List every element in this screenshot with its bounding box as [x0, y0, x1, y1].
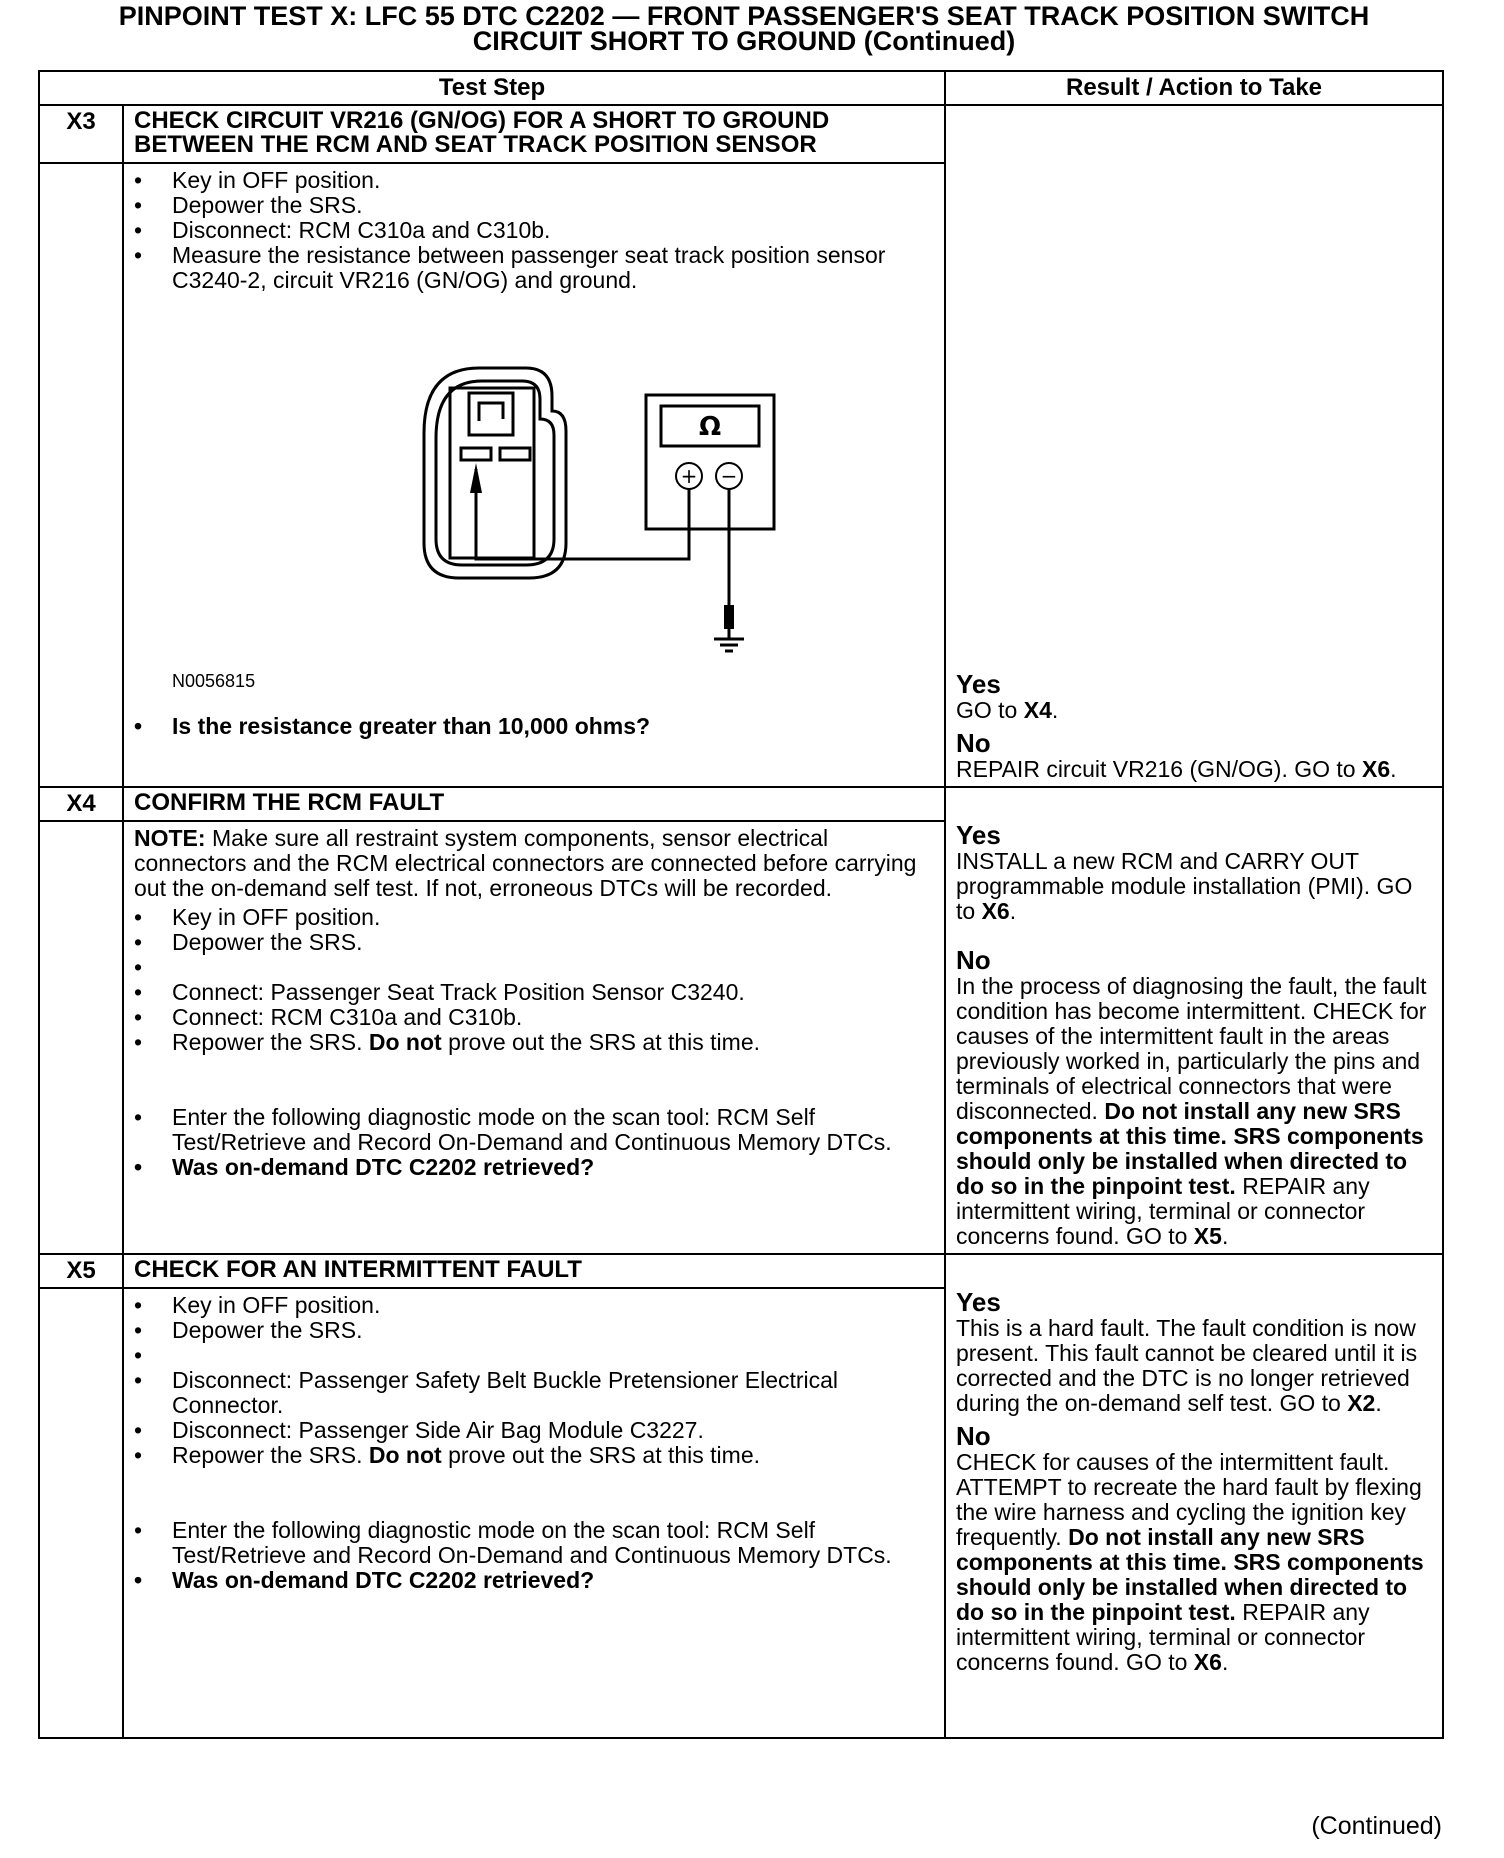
step-x4-bullet-1: • Key in OFF position. [134, 905, 934, 930]
step-x3-bullet-4: • Measure the resistance between passenger seat track position sensor C3240-2, circuit VR216 (GN/OG) and ground. [134, 243, 934, 293]
ground-probe-icon [724, 605, 734, 629]
result-x3-no-end: . [1390, 756, 1397, 782]
result-x3-yes-label: Yes [956, 669, 1001, 699]
step-x3-bullet-1: • Key in OFF position. [134, 168, 934, 193]
minus-terminal-label: − [720, 464, 738, 488]
step-x3-content [123, 163, 945, 787]
result-x5-spacer [945, 1254, 1443, 1288]
result-x4-yes-text [956, 849, 1432, 924]
step-x5-bullets-2 [134, 1518, 934, 1593]
result-x4-no-text [956, 974, 1432, 1249]
step-x3-question-list [134, 714, 934, 739]
step-x3-id-spacer [39, 163, 123, 787]
result-x4-no-bold: Do not install any new SRS components at this time. SRS components should only be installed when directed to do so in the pinpoint test. [956, 1098, 1424, 1199]
result-x3-no-goto: X6 [1362, 756, 1391, 782]
result-x5-yes-goto: X2 [1347, 1390, 1376, 1416]
result-x4-yes-label: Yes [956, 820, 1001, 850]
result-x5-no-label: No [956, 1421, 991, 1451]
step-x5-content [123, 1288, 945, 1738]
step-x4-title-row [39, 787, 1443, 821]
step-title-x3-line2: BETWEEN THE RCM AND SEAT TRACK POSITION SENSOR [134, 131, 817, 158]
step-x4-note-label: NOTE: [134, 825, 206, 851]
result-x5-yes-text [956, 1316, 1432, 1416]
probe-tip-icon [470, 463, 482, 493]
table-header-row [39, 71, 1443, 105]
step-x4-bullets [134, 905, 934, 1055]
result-x4 [945, 821, 1443, 1254]
step-title-x3-line1: CHECK CIRCUIT VR216 (GN/OG) FOR A SHORT TO GROUND [134, 107, 830, 134]
step-x4-gap-2 [134, 1055, 934, 1105]
result-x5-yes-label: Yes [956, 1287, 1001, 1317]
step-x3-title-row [39, 105, 1443, 163]
continued-note: (Continued) [1311, 1812, 1442, 1840]
result-x5-no-text [956, 1450, 1432, 1675]
step-title-x3 [123, 105, 945, 163]
result-x5-no-bold: Do not install any new SRS components at this time. SRS components should only be installed when directed to do so in the pinpoint test. [956, 1524, 1424, 1625]
header-result: Result / Action to Take [945, 71, 1443, 105]
step-x5-bullet-2: • Depower the SRS. [134, 1318, 934, 1343]
ohm-symbol: Ω [698, 412, 722, 442]
step-x5-bullet-1: • Key in OFF position. [134, 1293, 934, 1318]
title-line-2: CIRCUIT SHORT TO GROUND (Continued) [472, 26, 1016, 56]
result-x5-yes-body: This is a hard fault. The fault condition is now present. This fault cannot be cleared until it is corrected and the DTC is no longer retrieved during the on-demand self test. GO to [956, 1315, 1418, 1416]
figure-id: N0056815 [172, 671, 256, 691]
result-x3-yes-goto: X4 [1023, 697, 1052, 723]
step-x4-gap-1 [134, 955, 934, 980]
step-x3-question: • Is the resistance greater than 10,000 ohms? [134, 714, 934, 739]
result-x3-no-body: REPAIR circuit VR216 (GN/OG). GO to [956, 756, 1362, 782]
ground-symbol-icon [714, 629, 744, 651]
plus-terminal-label: + [680, 464, 698, 488]
step-x5-gap-2 [134, 1468, 934, 1518]
result-x4-yes-goto: X6 [981, 898, 1010, 924]
step-x4-repower-end: prove out the SRS at this time. [441, 1029, 761, 1055]
step-x5-question: • Was on-demand DTC C2202 retrieved? [134, 1568, 934, 1593]
step-x4-id-spacer [39, 821, 123, 1254]
result-x3-yes-text [956, 698, 1432, 723]
step-x5-bullets [134, 1293, 934, 1468]
result-x3-yes-end: . [1051, 697, 1059, 723]
step-id-x5: X5 [39, 1254, 123, 1288]
step-x4-note [134, 826, 934, 901]
page-title [38, 1, 1450, 56]
result-x4-no-body-2: REPAIR any intermittent wiring, terminal or connector concerns found. GO to [956, 1173, 1370, 1249]
step-x5-repower: Repower the SRS. [172, 1442, 369, 1468]
step-x3-bullet-2: • Depower the SRS. [134, 193, 934, 218]
result-x5-no-body-2: REPAIR any intermittent wiring, terminal or connector concerns found. GO to [956, 1599, 1370, 1675]
result-x4-no-end: . [1221, 1223, 1229, 1249]
step-x3-bullets [134, 168, 934, 293]
title-line-1: PINPOINT TEST X: LFC 55 DTC C2202 — FRONT PASSENGER'S SEAT TRACK POSITION SWITCH [118, 1, 1370, 31]
step-x4-repower-bold: Do not [368, 1029, 442, 1055]
result-x5 [945, 1288, 1443, 1738]
step-x5-title-row [39, 1254, 1443, 1288]
result-x5-no-goto: X6 [1193, 1649, 1222, 1675]
step-x5-repower-bold: Do not [368, 1442, 442, 1468]
result-x3 [945, 105, 1443, 787]
step-title-x4: CONFIRM THE RCM FAULT [123, 787, 945, 821]
test-leads [476, 469, 729, 625]
result-x4-yes-end: . [1009, 898, 1017, 924]
resistance-measurement-figure [134, 293, 934, 693]
result-x3-no-label: No [956, 728, 991, 758]
ohmmeter-icon [646, 395, 774, 529]
result-x4-spacer [945, 787, 1443, 821]
step-x4-bullet-4: • Connect: RCM C310a and C310b. [134, 1005, 934, 1030]
step-x3-bullet-3: • Disconnect: RCM C310a and C310b. [134, 218, 934, 243]
step-x4-bullet-2: • Depower the SRS. [134, 930, 934, 955]
step-x4-bullet-3: • Connect: Passenger Seat Track Position Sensor C3240. [134, 980, 934, 1005]
step-x4-bullets-2 [134, 1105, 934, 1180]
step-x5-id-spacer [39, 1288, 123, 1738]
step-id-x3: X3 [39, 105, 123, 163]
connector-c3240-icon [424, 368, 566, 578]
step-x4-content [123, 821, 945, 1254]
result-x4-no-label: No [956, 945, 991, 975]
step-x4-note-text: Make sure all restraint system components, sensor electrical connectors and the RCM electrical connectors are connected before carrying out the on-demand self test. If not, erroneous DTCs will be recorded. [134, 825, 917, 901]
step-x5-bullet-3: • Disconnect: Passenger Safety Belt Buckle Pretensioner Electrical Connector. [134, 1368, 934, 1418]
step-x5-content-row [39, 1288, 1443, 1738]
step-x5-bullet-5 [134, 1443, 934, 1468]
pinpoint-test-table [38, 70, 1444, 1739]
result-x4-yes-body: INSTALL a new RCM and CARRY OUT programmable module installation (PMI). GO to [956, 848, 1413, 924]
step-x5-repower-end: prove out the SRS at this time. [441, 1442, 761, 1468]
result-x5-no-body: CHECK for causes of the intermittent fault. ATTEMPT to recreate the hard fault by flexing the wire harness and cycling the ignition key frequently. [956, 1449, 1422, 1550]
header-test-step: Test Step [39, 71, 945, 105]
step-x4-content-row [39, 821, 1443, 1254]
result-x3-yes-body: GO to [956, 697, 1024, 723]
step-x4-bullet-6: • Enter the following diagnostic mode on the scan tool: RCM Self Test/Retrieve and Record On-Demand and Continuous Memory DTCs. [134, 1105, 934, 1155]
step-x5-bullet-4: • Disconnect: Passenger Side Air Bag Module C3227. [134, 1418, 934, 1443]
result-x3-no-text [956, 757, 1432, 782]
result-x4-no-body: In the process of diagnosing the fault, the fault condition has become intermittent. CHECK for causes of the intermittent fault in the areas previously worked in, particularly the pins and terminals of electrical connectors that were disconnected. [956, 973, 1427, 1124]
step-x4-repower: Repower the SRS. [172, 1029, 369, 1055]
step-id-x4: X4 [39, 787, 123, 821]
step-x4-question: • Was on-demand DTC C2202 retrieved? [134, 1155, 934, 1180]
result-x5-yes-end: . [1375, 1390, 1382, 1416]
step-title-x5: CHECK FOR AN INTERMITTENT FAULT [123, 1254, 945, 1288]
step-x5-bullet-6: • Enter the following diagnostic mode on the scan tool: RCM Self Test/Retrieve and Record On-Demand and Continuous Memory DTCs. [134, 1518, 934, 1568]
step-x5-gap-1 [134, 1343, 934, 1368]
result-x4-no-goto: X5 [1193, 1223, 1222, 1249]
result-x5-no-end: . [1221, 1649, 1229, 1675]
step-x4-bullet-5 [134, 1030, 934, 1055]
